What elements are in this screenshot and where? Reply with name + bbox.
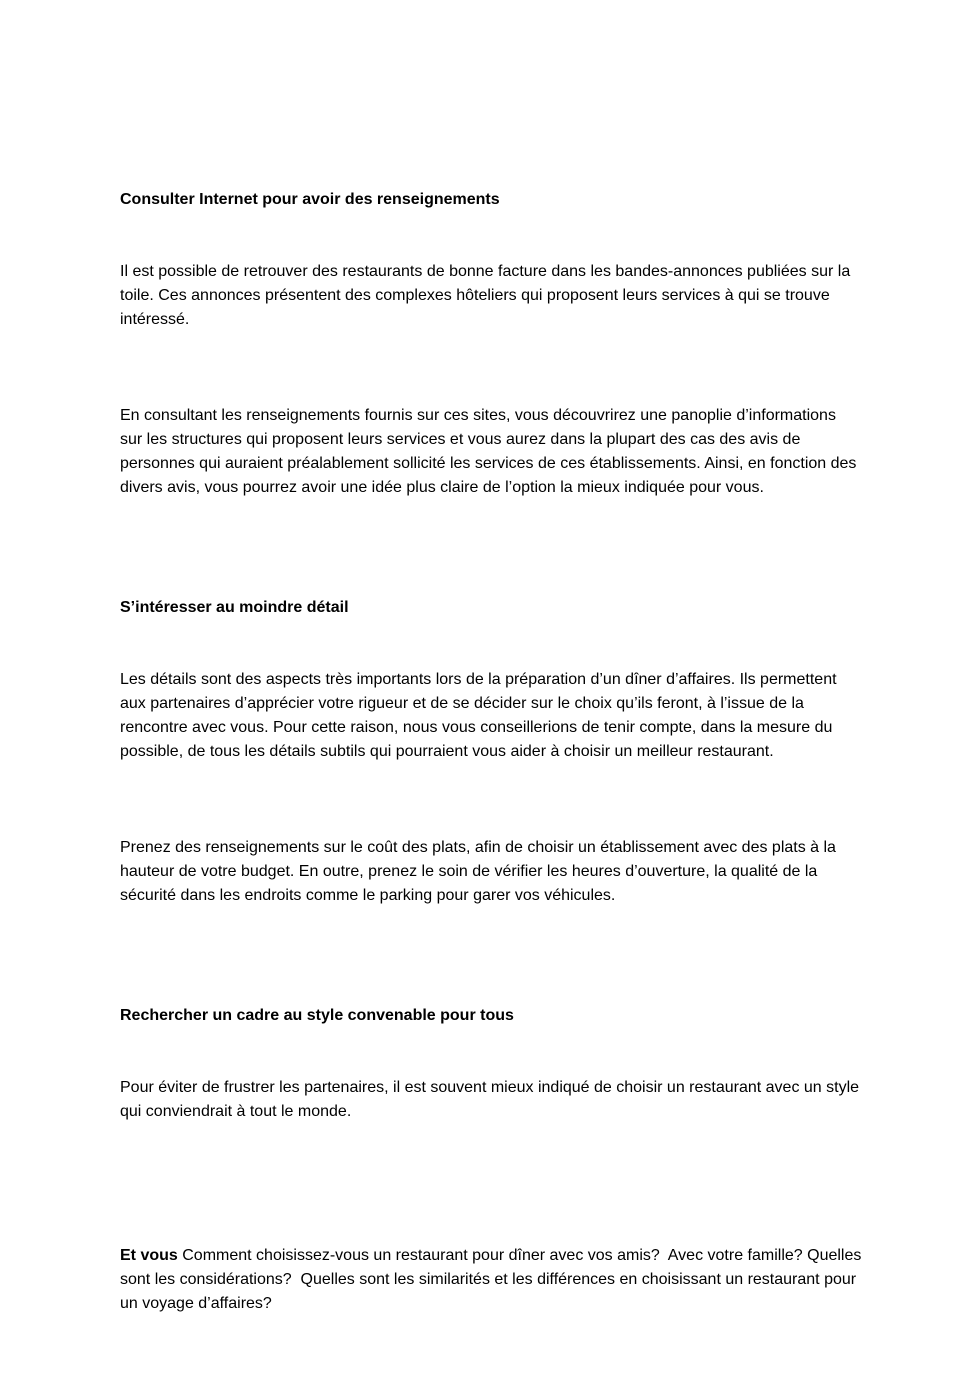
closing-text: Comment choisissez-vous un restaurant pour dîner avec vos amis? Avec votre famille? Quelles sont les considérations? Quelles sont les similarités et les différences en choisissant un restaurant pour un voyage d’affaires? <box>120 1247 866 1312</box>
paragraph: Prenez des renseignements sur le coût des plats, afin de choisir un établissement avec des plats à la hauteur de votre budget. En outre, prenez le soin de vérifier les heures d’ouverture, la qualité de la sécurité dans les endroits comme le parking pour garer vos véhicules. <box>120 839 841 904</box>
section-heading-moindre-detail: S’intéresser au moindre détail <box>120 599 349 616</box>
document-text-block <box>120 116 866 1382</box>
closing-paragraph <box>120 1244 866 1316</box>
section-heading-consulter-internet: Consulter Internet pour avoir des renseignements <box>120 191 500 208</box>
paragraph: En consultant les renseignements fournis sur ces sites, vous découvrirez une panoplie d’informations sur les structures qui proposent leurs services et vous aurez dans la plupart des cas des avis de personnes qui auraient préalablement sollicité les services de ces établissements. Ainsi, en fonction des divers avis, vous pourrez avoir une idée plus claire de l’option la mieux indiquée pour vous. <box>120 407 861 496</box>
paragraph: Il est possible de retrouver des restaurants de bonne facture dans les bandes-annonces publiées sur la toile. Ces annonces présentent des complexes hôteliers qui proposent leurs services à qui se trouve intéressé. <box>120 263 855 328</box>
paragraph: Les détails sont des aspects très importants lors de la préparation d’un dîner d’affaires. Ils permettent aux partenaires d’apprécier votre rigueur et de se décider sur le choix qu’ils feront, à l’issue de la rencontre avec vous. Pour cette raison, nous vous conseillerions de tenir compte, dans la mesure du possible, de tous les détails subtils qui pourraient vous aider à choisir un meilleur restaurant. <box>120 671 841 760</box>
paragraph: Pour éviter de frustrer les partenaires, il est souvent mieux indiqué de choisir un restaurant avec un style qui conviendrait à tout le monde. <box>120 1079 864 1120</box>
section-heading-cadre-convenable: Rechercher un cadre au style convenable pour tous <box>120 1007 514 1024</box>
closing-lead-bold: Et vous <box>120 1247 178 1264</box>
